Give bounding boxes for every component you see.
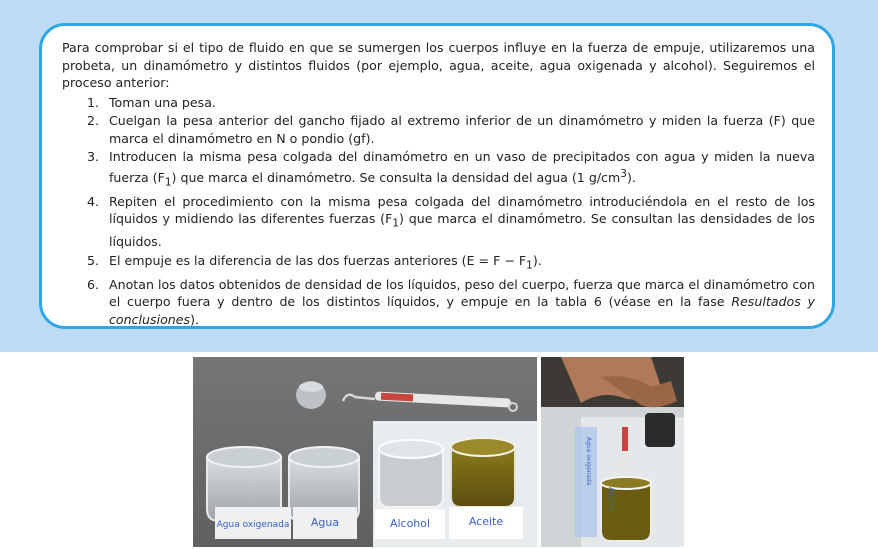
label-agua-oxigenada: Agua oxigenada: [585, 437, 592, 486]
step-text: Toman una pesa.: [109, 94, 216, 110]
step-number: 6.: [86, 276, 99, 292]
step-text: Anotan los datos obtenidos de densidad de los líquidos, peso del cuerpo, fuerza que marca el dinamómetro con el cuerpo fuera y dentro de los distintos líquidos, y empuje en la tabla 6 (véase en la fase Resultados y conclusiones).: [109, 276, 815, 327]
step-number: 2.: [86, 113, 99, 128]
beakers-illustration: [193, 357, 537, 547]
label-aceite: ACEITE: [607, 487, 615, 512]
step-text: El empuje es la diferencia de las dos fuerzas anteriores $(E = F - F_1)$.: [109, 252, 542, 272]
step-number: 3.: [86, 149, 99, 164]
beaker-alcohol: [379, 440, 443, 507]
step-text: Introducen la misma pesa colgada del dinamómetro en un vaso de precipitados con agua y miden la nueva fuerza $(F_1)$ que marca el dinamómetro. Se consulta la densidad del agua (1 $g/cm^3$).: [109, 149, 815, 189]
step-item: [62, 252, 815, 275]
label-agua: Agua: [310, 516, 340, 529]
measurement-photo: [541, 357, 684, 547]
beakers-photo: [193, 357, 537, 547]
step-item: [62, 276, 815, 329]
step-item: [62, 112, 815, 147]
measurement-illustration: [541, 357, 684, 547]
label-alcohol: Alcohol: [389, 517, 431, 530]
step-item: [62, 193, 815, 251]
step-number: 4.: [86, 193, 99, 209]
step-text: Cuelgan la pesa anterior del gancho fijado al extremo inferior de un dinamómetro y miden la fuerza (F) que marca el dinamómetro en N o pondio (gf).: [109, 113, 815, 146]
step-number: 5.: [86, 252, 99, 268]
step-item: [62, 148, 815, 192]
step-number: 1.: [86, 94, 99, 110]
steps-list: [62, 94, 815, 329]
label-aceite: Aceite: [468, 515, 504, 528]
beaker-aceite: [451, 438, 515, 507]
step-item: [62, 94, 815, 112]
label-agua-oxigenada: Agua oxigenada: [216, 520, 290, 530]
step-text: Repiten el procedimiento con la misma pesa colgada del dinamómetro introduciéndola en el resto de los líquidos y midiendo las diferentes fuerzas $(F_1)$ que marca el dinamómetro. Se consultan las densidades de los líquidos.: [109, 193, 815, 250]
instructions-card: [39, 23, 835, 329]
intro-paragraph: Para comprobar si el tipo de fluido en que se sumergen los cuerpos influye en la fuerza de empuje, utilizaremos una probeta, un dinamómetro y distintos fluidos (por ejemplo, agua, aceite, agua oxigenada y alcohol). Seguiremos el proceso anterior:: [62, 40, 815, 90]
